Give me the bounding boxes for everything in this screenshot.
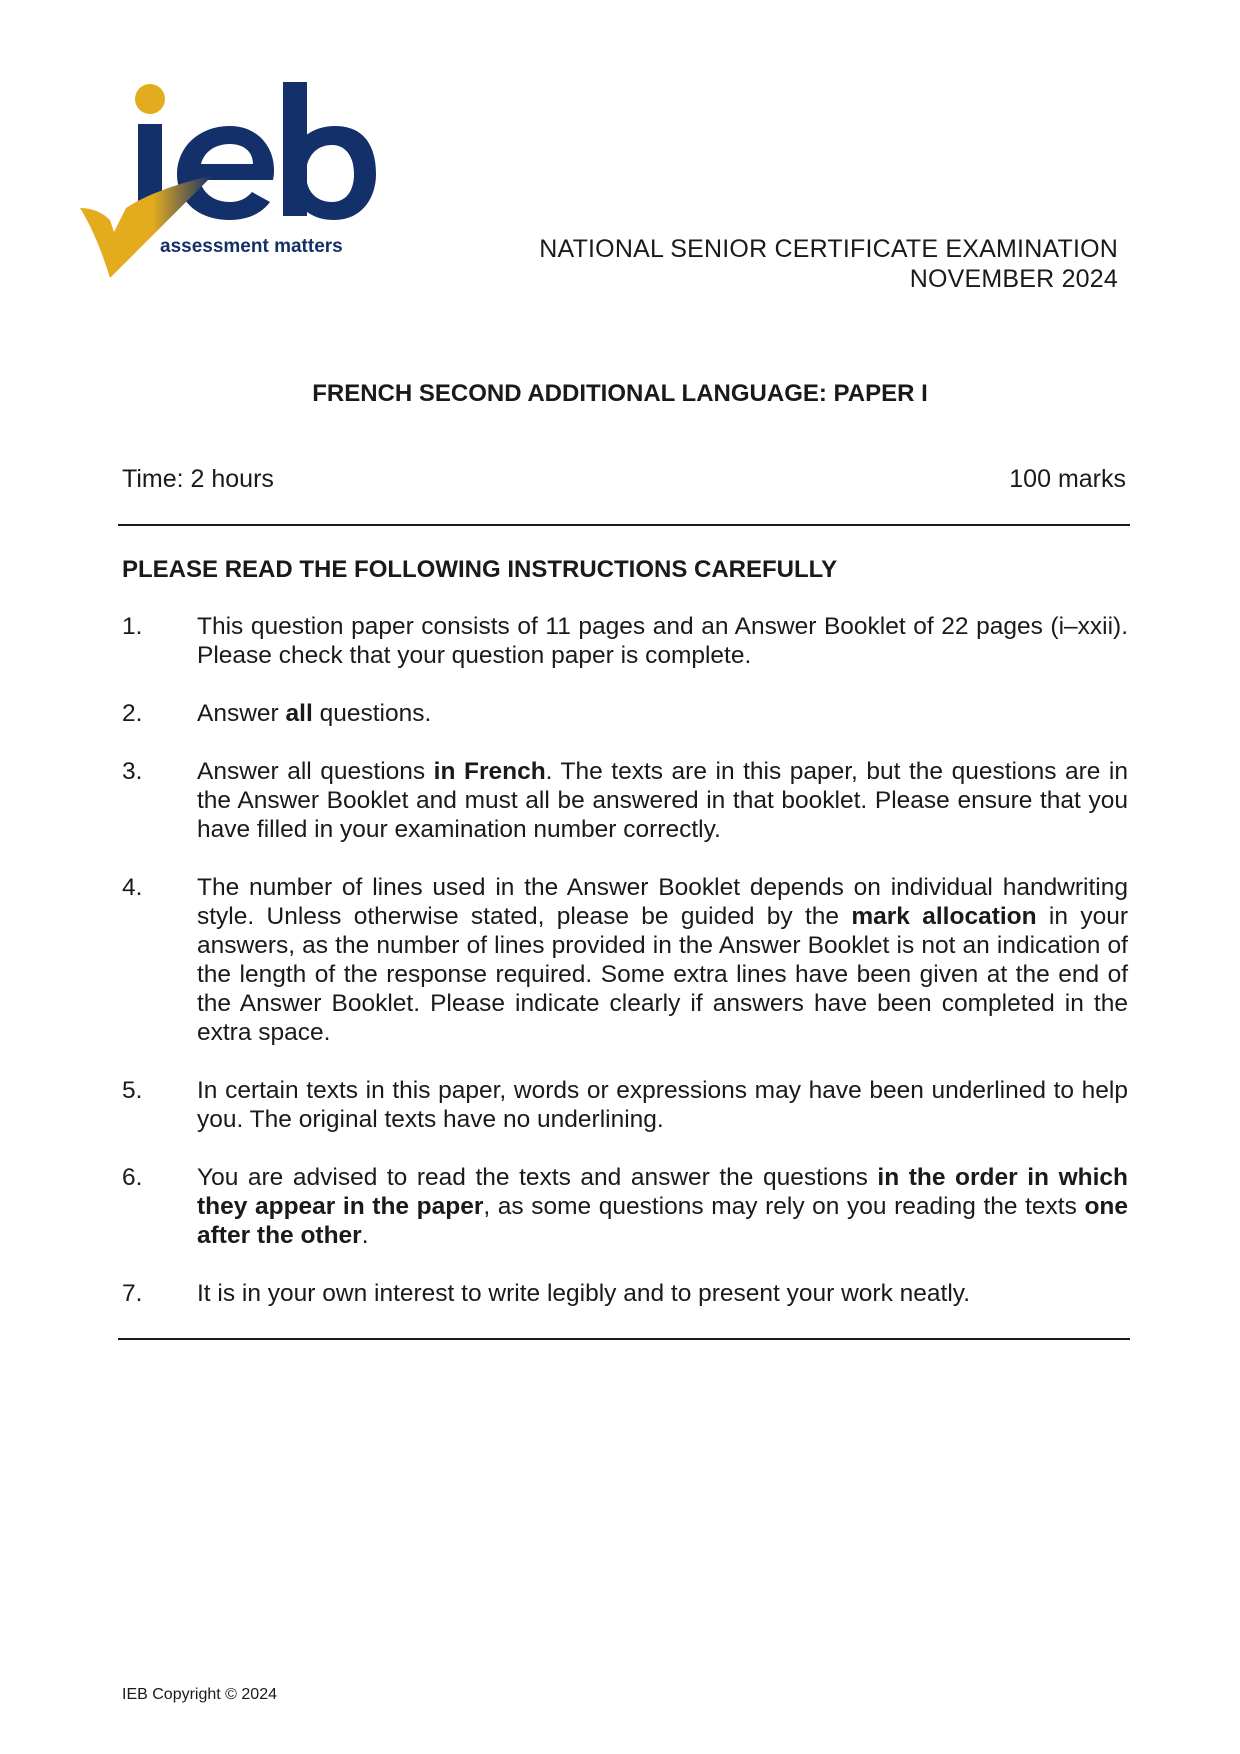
instruction-segment: , as some questions may rely on you reading the texts (483, 1193, 1085, 1220)
instruction-segment: In certain texts in this paper, words or expressions may have been underlined to help you. The original texts have no underlining. (197, 1077, 1128, 1133)
instruction-text (197, 1279, 1128, 1308)
exam-duration: Time: 2 hours (122, 465, 274, 493)
instruction-text (197, 1076, 1128, 1134)
instruction-segment: The number of lines used in the Answer Booklet depends on individual handwriting style. Unless otherwise stated, please be guided by the (197, 874, 1128, 930)
instructions-heading: PLEASE READ THE FOLLOWING INSTRUCTIONS CAREFULLY (122, 556, 838, 583)
logo-letter-b-bowl (298, 126, 376, 220)
instruction-item (122, 1163, 1128, 1250)
instruction-number: 6. (122, 1164, 143, 1191)
instruction-item (122, 873, 1128, 1047)
instruction-number: 3. (122, 758, 143, 785)
instruction-text (197, 873, 1128, 1047)
instruction-segment: questions. (312, 700, 432, 727)
instruction-number: 4. (122, 874, 143, 901)
instruction-item (122, 757, 1128, 844)
instruction-item (122, 1076, 1128, 1134)
logo-tagline: assessment matters (160, 236, 343, 257)
instructions-list (122, 612, 1128, 1337)
instruction-segment: You are advised to read the texts and answer the questions (197, 1164, 878, 1191)
ieb-logo (80, 82, 440, 312)
total-marks: 100 marks (1009, 465, 1126, 493)
instruction-item (122, 699, 1128, 728)
instruction-text (197, 699, 1128, 728)
divider-bottom (118, 1338, 1130, 1340)
instruction-segment: Answer (197, 700, 286, 727)
exam-name: NATIONAL SENIOR CERTIFICATE EXAMINATION (539, 235, 1118, 263)
instruction-number: 5. (122, 1077, 143, 1104)
instruction-segment: This question paper consists of 11 pages and an Answer Booklet of 22 pages (i–xxii). Please check that your question paper is complete. (197, 613, 1128, 669)
paper-title: FRENCH SECOND ADDITIONAL LANGUAGE: PAPER I (312, 380, 928, 407)
instruction-item (122, 1279, 1128, 1308)
instruction-segment: Answer all questions (197, 758, 434, 785)
instruction-emphasis: one after the other (197, 1193, 1129, 1249)
instruction-segment: . The texts are in this paper, but the questions are in the Answer Booklet and must all be answered in that booklet. Please ensure that you have filled in your examination number correctly. (197, 758, 1128, 843)
instruction-text (197, 612, 1128, 670)
instruction-emphasis: in the order in which they appear in the paper (197, 1164, 1128, 1220)
instruction-segment: . (361, 1222, 369, 1249)
divider-top (118, 524, 1130, 526)
copyright-notice: IEB Copyright © 2024 (122, 1686, 277, 1703)
instruction-text (197, 757, 1128, 844)
exam-header (539, 234, 1118, 294)
instruction-emphasis: all (285, 700, 313, 727)
exam-date: NOVEMBER 2024 (909, 265, 1118, 293)
instruction-segment: in your answers, as the number of lines provided in the Answer Booklet is not an indication of the length of the response required. Some extra lines have been given at the end of the Answer Booklet. Please indicate clearly if answers have been completed in the extra space. (197, 903, 1128, 1046)
instruction-text (197, 1163, 1128, 1250)
instruction-emphasis: mark allocation (851, 903, 1037, 930)
instruction-number: 7. (122, 1280, 143, 1307)
instruction-item (122, 612, 1128, 670)
instruction-emphasis: in French (433, 758, 546, 785)
instruction-number: 1. (122, 613, 143, 640)
logo-dot (135, 84, 165, 114)
instruction-segment: It is in your own interest to write legibly and to present your work neatly. (197, 1280, 971, 1307)
logo-letter-e (177, 126, 274, 220)
instruction-number: 2. (122, 700, 143, 727)
